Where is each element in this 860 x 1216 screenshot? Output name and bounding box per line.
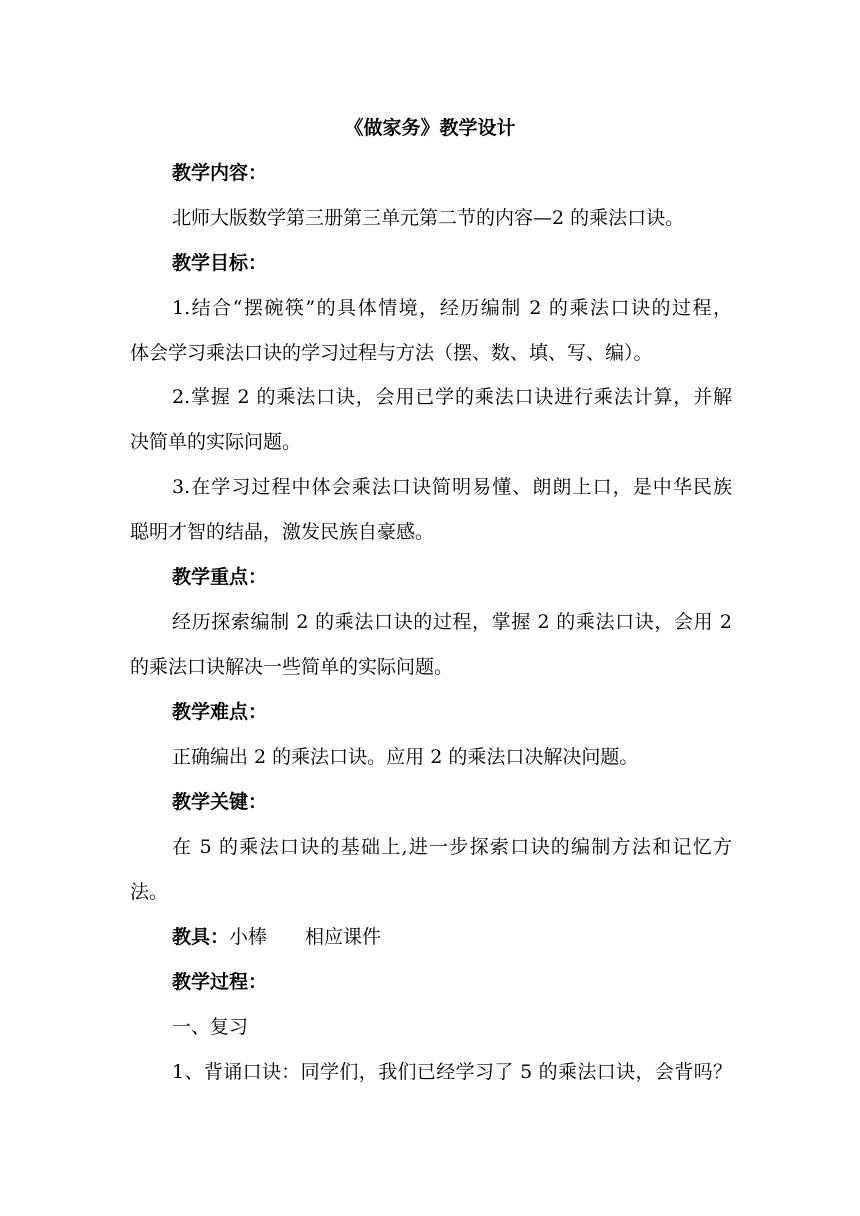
heading-key-points: 教学重点： xyxy=(172,566,268,588)
heading-key: 教学关键： xyxy=(172,791,268,813)
heading-teaching-content: 教学内容： xyxy=(172,162,268,184)
tools-label: 教具： xyxy=(172,926,230,948)
heading-teaching-process: 教学过程： xyxy=(172,971,268,993)
key-line-1: 在 5 的乘法口诀的基础上,进一步探索口诀的编制方法和记忆方 xyxy=(172,836,732,858)
heading-teaching-objectives: 教学目标： xyxy=(172,252,268,274)
objective-3-line-1: 3.在学习过程中体会乘法口诀简明易懂、朗朗上口，是中华民族 xyxy=(172,476,732,498)
objective-3-line-2: 聪明才智的结晶，激发民族自豪感。 xyxy=(130,521,435,543)
paragraph-difficulties: 正确编出 2 的乘法口诀。应用 2 的乘法口决解决问题。 xyxy=(172,746,639,768)
tools-items: 小棒 相应课件 xyxy=(229,926,382,948)
key-line-2: 法。 xyxy=(130,881,169,903)
paragraph-teaching-content: 北师大版数学第三册第三单元第二节的内容—2 的乘法口诀。 xyxy=(172,207,685,229)
step-1-recite: 1、背诵口诀：同学们，我们已经学习了 5 的乘法口诀，会背吗？ xyxy=(172,1061,732,1083)
heading-difficulties: 教学难点： xyxy=(172,701,268,723)
objective-2-line-2: 决简单的实际问题。 xyxy=(130,431,302,453)
objective-1-line-2: 体会学习乘法口诀的学习过程与方法（摆、数、填、写、编）。 xyxy=(130,342,653,364)
document-title: 《做家务》教学设计 xyxy=(344,117,516,139)
tools-row xyxy=(172,925,381,949)
objective-1-line-1: 1.结合“摆碗筷”的具体情境，经历编制 2 的乘法口诀的过程， xyxy=(172,297,732,319)
section-review: 一、复习 xyxy=(172,1016,249,1038)
key-points-line-1: 经历探索编制 2 的乘法口诀的过程，掌握 2 的乘法口诀，会用 2 xyxy=(172,611,732,633)
key-points-line-2: 的乘法口诀解决一些简单的实际问题。 xyxy=(130,656,454,678)
objective-2-line-1: 2.掌握 2 的乘法口诀，会用已学的乘法口诀进行乘法计算，并解 xyxy=(172,386,732,408)
